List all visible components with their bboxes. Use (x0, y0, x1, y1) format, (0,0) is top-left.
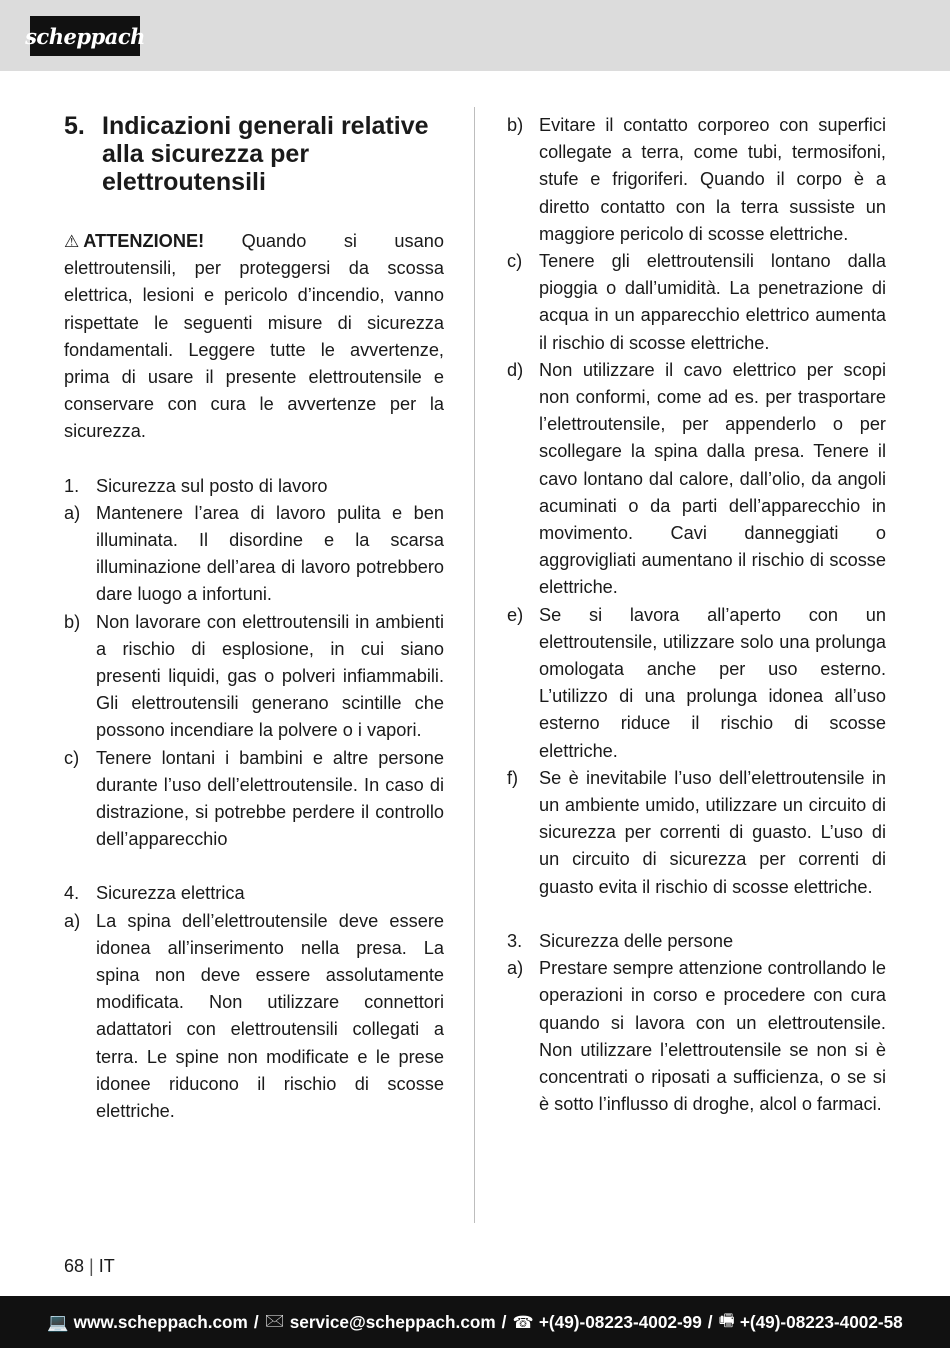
list-item-label: e) (507, 604, 524, 625)
list-item-text: La spina dell’elettroutensile deve essere idonea all’inserimento nella presa. La spina non deve essere assolutamente modificata. Non utilizzare connettori adattatori con elettroutensili collegati a terra. Le spine non modificate e le prese idonee riducono il rischio di scosse elettriche. (96, 910, 444, 1122)
list-item (64, 500, 444, 609)
fax-number: +(49)-08223-4002-58 (739, 1311, 903, 1332)
list-item-text: Non lavorare con elettroutensili in ambienti a rischio di esplosione, in cui siano presenti liquidi, gas o polveri infiammabili. Gli elettroutensili generano scintille che possono incendiare la polvere o i vapori. (96, 611, 444, 741)
list-item-label: b) (64, 611, 81, 632)
list-item-label: a) (64, 910, 81, 931)
column-divider (474, 107, 475, 1223)
subsection-number: 4. (64, 883, 80, 904)
list-item-label: c) (64, 747, 80, 768)
list-item (507, 955, 886, 1118)
subsection-title: Sicurezza delle persone (539, 930, 734, 951)
left-column (64, 112, 444, 1125)
footer-separator: / (501, 1311, 507, 1332)
subsection-heading (507, 928, 886, 955)
list-item (507, 248, 886, 357)
list-item-text: Se è inevitabile l’uso dell’elettroutensile in un ambiente umido, utilizzare un circuito di sicurezza per correnti di guasto. L’uso di un circuito di sicurezza per correnti di guasto evita il rischio di scosse elettriche. (539, 767, 886, 897)
computer-icon: 💻 (47, 1311, 69, 1332)
list-item-label: d) (507, 359, 524, 380)
section-number: 5. (64, 112, 85, 140)
scheppach-logo: scheppach (30, 16, 140, 56)
phone-number: +(49)-08223-4002-99 (538, 1311, 702, 1332)
website-link[interactable]: www.scheppach.com (73, 1311, 248, 1332)
list-item-text: Se si lavora all’aperto con un elettroutensile, utilizzare solo una prolunga omologata anche per uso esterno. L’utilizzo di una prolunga idonea all’uso esterno riduce il rischio di scosse elettriche. (539, 604, 886, 761)
list-item (507, 357, 886, 602)
list-item-text: Prestare sempre attenzione controllando le operazioni in corso e procedere con cura quando si lavora con un elettroutensile. Non utilizzare l’elettroutensile se non si è concentrati o riposati a sufficienza, o se si è sotto l’influsso di droghe, alcol o farmaci. (539, 958, 886, 1115)
list-item (507, 602, 886, 765)
footer-bar (0, 1296, 950, 1348)
list-item (507, 112, 886, 248)
warning-text: Quando si usano elettroutensili, per proteggersi da scossa elettrica, lesioni e pericolo d’incendio, vanno rispettate le seguenti misure di sicurezza fondamentali. Leggere tutte le avvertenze, prima di usare il presente elettroutensile e conservare con cura le avvertenze per la sicurezza. (64, 231, 444, 442)
list-item (64, 745, 444, 854)
subsection-number: 1. (64, 475, 80, 496)
section-heading (64, 112, 444, 196)
warning-label: ATTENZIONE! (83, 231, 205, 251)
fax-icon: 🖷 (718, 1309, 735, 1330)
mail-icon: 🖂 (264, 1309, 285, 1330)
phone-icon: ☎ (512, 1311, 534, 1332)
list-item-label: f) (507, 767, 519, 788)
email-link[interactable]: service@scheppach.com (289, 1311, 496, 1332)
page-language: IT (98, 1256, 115, 1276)
list-item (64, 908, 444, 1126)
list-item-text: Evitare il contatto corporeo con superfici collegate a terra, come tubi, termosifoni, stufe e frigoriferi. Quando il corpo è a diretto contatto con la terra sussiste un maggiore pericolo di scosse elettriche. (539, 115, 886, 244)
list-item-text: Tenere gli elettroutensili lontano dalla pioggia o dall’umidità. La penetrazione di acqua in un apparecchio elettrico aumenta il rischio di scosse elettriche. (539, 251, 886, 353)
list-item-text: Non utilizzare il cavo elettrico per scopi non conformi, come ad es. per trasportare l’elettroutensile, per appenderlo o per scollegare la spina dalla presa. Tenere il cavo lontano dal calore, dall’olio, da angoli acuminati o da parti dell’apparecchio in movimento. Cavi danneggiati o aggrovigliati aumentano il rischio di scosse elettriche. (539, 359, 886, 598)
list-item-label: a) (64, 502, 81, 523)
page-separator: | (89, 1256, 94, 1276)
footer-separator: / (707, 1311, 713, 1332)
list-item-text: Tenere lontani i bambini e altre persone durante l’uso dell’elettroutensile. In caso di distrazione, si potrebbe perdere il controllo dell’apparecchio (96, 747, 444, 850)
list-item (64, 609, 444, 745)
subsection-heading (64, 880, 444, 907)
list-item-label: b) (507, 115, 524, 135)
subsection-title: Sicurezza elettrica (96, 883, 245, 904)
page-number-value: 68 (64, 1256, 85, 1276)
list-item-text: Mantenere l’area di lavoro pulita e ben illuminata. Il disordine e la scarsa illuminazione dell’area di lavoro potrebbero dare luogo a infortuni. (96, 502, 444, 605)
page-number (64, 1256, 115, 1277)
footer-separator: / (253, 1311, 259, 1332)
warning-triangle-icon: ⚠ (64, 232, 80, 251)
subsection-heading (64, 473, 444, 500)
section-title: Indicazioni generali relative alla sicurezza per elettroutensili (102, 112, 429, 196)
list-item (507, 765, 886, 901)
list-item-label: a) (507, 958, 524, 979)
subsection-number: 3. (507, 930, 523, 951)
list-item-label: c) (507, 251, 523, 272)
right-column (507, 112, 886, 1118)
warning-paragraph (64, 228, 444, 446)
subsection-title: Sicurezza sul posto di lavoro (96, 475, 328, 496)
